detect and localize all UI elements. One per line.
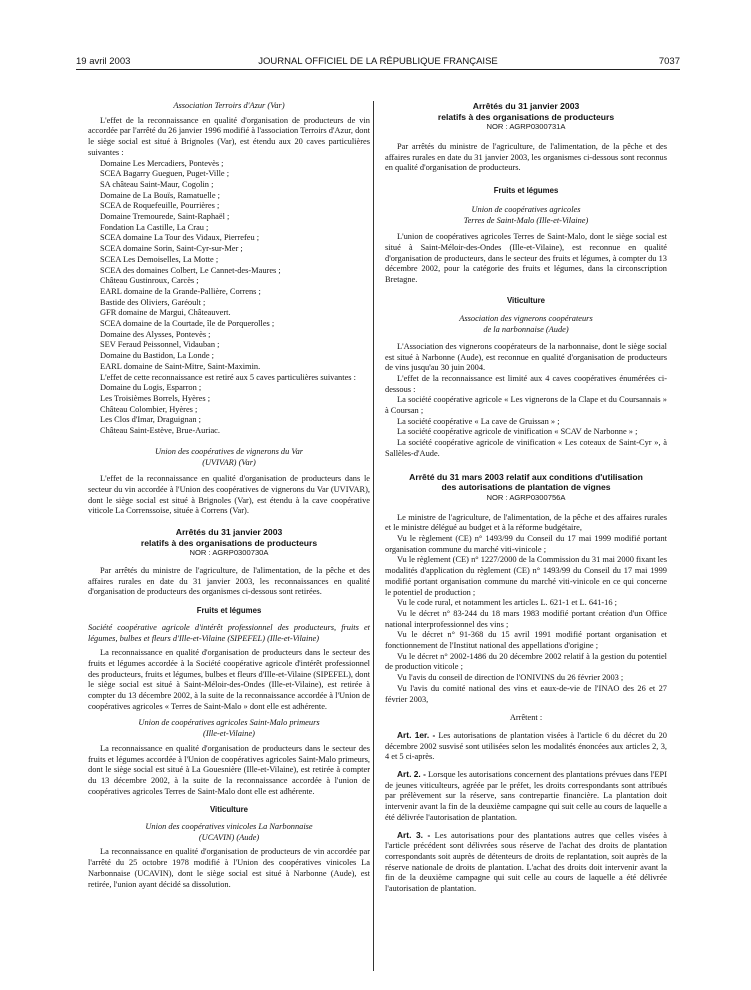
arrete-right-title-line2: relatifs à des organisations de producteurs: [437, 111, 615, 122]
paragraph-ucavin: La reconnaissance en qualité d'organisation de producteurs de vin accordée par l'arrêté du 25 octobre 1978 modifié à l'Union des coopératives vinicoles La Narbonnaise (UCAVIN), dont le siège social est situé à Narbonne (Aude), est retirée, l'union ayant décidé sa dissolution.: [88, 847, 370, 889]
paragraph-uvivar: L'effet de la reconnaissance en qualité d'organisation de producteurs dans le secteur du vin accordée à l'Union des coopératives de vignerons du Var (UVIVAR), dont le siège social est situé à Brignoles (Var), est étendu à la cave coopérative viticole La Correnssoise, située à Correns (Var).: [88, 474, 370, 516]
paragraph-arrete: Par arrêtés du ministre de l'agriculture, de l'alimentation, de la pêche et des affaires rurales en date du 31 janvier 2003, les reconnaissances en qualité d'organisation de producteurs des organismes ci-dessous sont retirées.: [88, 566, 370, 597]
list-item-cave: Domaine Tremourede, Saint-Raphaël ;: [100, 212, 230, 222]
list-item-cave: Domaine du Bastidon, La Londe ;: [100, 351, 214, 361]
article-2-text: Lorsque les autorisations concernent des plantations prévues dans l'EPI de jeunes viticulteurs, agréée par le préfet, les droits correspondants sont attribués par prélèvement sur la réserve, sans contrepartie financière. La plantation doit intervenir avant la fin de la deuxième campagne qui suit celle au cours de laquelle a été délivrée l'autorisation de plantation.: [385, 770, 667, 822]
mars-nor: NOR : AGRP0300756A: [486, 492, 566, 502]
retire-list: [88, 383, 370, 437]
arrete-right-title-line1: Arrêtés du 31 janvier 2003: [472, 101, 580, 111]
list-item-cave: Château Gustinroux, Carcès ;: [100, 276, 199, 286]
section-title-terroirs: Association Terroirs d'Azur (Var): [173, 101, 285, 110]
article-2-label: Art. 2. -: [397, 769, 426, 780]
arrete-title-line1: Arrêtés du 31 janvier 2003: [175, 527, 283, 538]
article-3-label: Art. 3. -: [397, 829, 431, 840]
list-item-retire: Château Saint-Estève, Brue-Auriac.: [100, 426, 220, 436]
vu-list: [385, 534, 667, 705]
list-item-vu: Vu le décret n° 2002-1486 du 20 décembre 2002 relatif à la gestion du potentiel de production viticole ;: [385, 651, 667, 672]
list-item-retire: Domaine du Logis, Esparron ;: [100, 383, 202, 393]
arrete-title-line2: relatifs à des organisations de producteurs: [140, 537, 318, 548]
section-subtitle-ucavin: (UCAVIN) (Aude): [198, 832, 260, 842]
right-column: [385, 101, 667, 895]
article-1-label: Art. 1er. -: [397, 729, 436, 740]
section-title-stmalo: Union de coopératives agricoles: [471, 204, 581, 214]
section-subtitle-stmalo: Terres de Saint-Malo (Ille-et-Vilaine): [463, 215, 589, 225]
paragraph-retire-intro: L'effet de cette reconnaissance est retiré aux 5 caves particulières suivantes :: [100, 372, 356, 382]
list-item-vu: Vu le règlement (CE) n° 1227/2000 de la Commission du 31 mai 2000 fixant les modalités d'application du règlement (CE) n° 1493/99 du Conseil du 17 mai 1999 modifié portant organisation commune du marché viti-vinicole en ce qui concerne le potentiel de production ;: [385, 555, 667, 597]
section-title-uvivar: Union des coopératives de vignerons du Var: [154, 446, 304, 456]
caves-list: [88, 159, 370, 373]
list-item-cave: Bastide des Oliviers, Garéoult ;: [100, 297, 206, 307]
list-item-cave: SCEA Les Demoiselles, La Motte ;: [100, 254, 219, 264]
list-item-cave: SCEA Bagarry Gueguen, Puget-Ville ;: [100, 169, 230, 179]
list-item-vu: Vu le règlement (CE) n° 1493/99 du Conseil du 17 mai 1999 modifié portant organisation commune du marché viti-vinicole ;: [385, 533, 667, 554]
narbonnaise-caves-list: [385, 395, 667, 459]
list-item-narb-cave: La société coopérative agricole de vinification « SCAV de Narbonne » ;: [397, 427, 638, 437]
paragraph-sipefel: La reconnaissance en qualité d'organisation de producteurs dans le secteur des fruits et légumes accordée à la Société coopérative agricole d'intérêt professionnel des producteurs, fruits et légumes, bulbes et fleurs d'Ille-et-Vilaine (SIPEFEL), dont le siège social est situé à Saint-Méloir-des-Ondes (Ille-et-Vilaine), est retirée à compter du 13 décembre 2002, à la suite de la reconnaissance accordée à l'Union de coopératives agricoles « Terres de Saint-Malo » dont elle est adhérente.: [88, 648, 370, 711]
list-item-cave: SEV Feraud Peissonnel, Vidauban ;: [100, 340, 220, 350]
section-subtitle-primeurs: (Ille-et-Vilaine): [203, 729, 255, 739]
subhead-viticulture: Viticulture: [210, 805, 248, 815]
paragraph-narbonnaise-caves-intro: L'effet de la reconnaissance est limité aux 4 caves coopératives énumérées ci-dessous :: [385, 373, 667, 394]
subhead-fruits: Fruits et légumes: [196, 606, 262, 616]
list-item-cave: SCEA des domaines Colbert, Le Cannet-des-Maures ;: [100, 265, 281, 275]
list-item-cave: Domaine Les Mercadiers, Pontevès ;: [100, 158, 224, 168]
section-title-primeurs: Union de coopératives agricoles Saint-Malo primeurs: [138, 718, 320, 728]
section-subtitle-uvivar: (UVIVAR) (Var): [202, 457, 256, 467]
paragraph-arrete-right: Par arrêtés du ministre de l'agriculture, de l'alimentation, de la pêche et des affaires rurales en date du 31 janvier 2003, les organismes ci-dessous sont reconnus en qualité d'organisation de producteurs.: [385, 142, 667, 173]
section-title-narbonnaise: Association des vignerons coopérateurs: [459, 314, 593, 324]
paragraph-mars-intro: Le ministre de l'agriculture, de l'alimentation, de la pêche et des affaires rurales et le ministre délégué au budget et à la réforme budgétaire,: [385, 512, 667, 533]
list-item-cave: SCEA domaine Sorin, Saint-Cyr-sur-Mer ;: [100, 244, 243, 254]
list-item-vu: Vu le décret n° 91-368 du 15 avril 1991 modifié portant organisation et fonctionnement de l'Institut national des appellations d'origine ;: [385, 630, 667, 651]
list-item-cave: Domaine de La Bouïs, Ramatuelle ;: [100, 190, 221, 200]
list-item-cave: SA château Saint-Maur, Cogolin ;: [100, 179, 214, 189]
list-item-cave: GFR domaine de Margui, Châteauvert.: [100, 308, 231, 318]
section-subtitle-narbonnaise: de la narbonnaise (Aude): [483, 325, 569, 335]
list-item-vu: Vu le code rural, et notamment les articles L. 621-1 et L. 641-16 ;: [397, 598, 617, 608]
subhead-viticulture-right: Viticulture: [507, 295, 545, 305]
article-3: [385, 830, 667, 895]
mars-title-line1: Arrêté du 31 mars 2003 relatif aux conditions d'utilisation: [409, 471, 643, 482]
page-header: [76, 55, 680, 70]
article-1: [385, 730, 667, 763]
arrete-nor: NOR : AGRP0300730A: [189, 548, 269, 558]
list-item-cave: Fondation La Castille, La Crau ;: [100, 222, 209, 232]
paragraph-terroirs-intro: L'effet de la reconnaissance en qualité d'organisation de producteurs de vin accordée par l'arrêté du 26 janvier 1996 modifié à l'association Terroirs d'Azur, dont le siège social est situé à Brignoles (Var), est étendu aux 20 caves particulières suivantes :: [88, 115, 370, 157]
list-item-cave: Domaine des Alysses, Pontevès ;: [100, 329, 211, 339]
article-2: [385, 769, 667, 824]
header-date: 19 avril 2003: [76, 56, 131, 67]
section-title-ucavin: Union des coopératives vinicoles La Narbonnaise: [145, 822, 313, 832]
list-item-cave: SCEA domaine La Tour des Vidaux, Pierrefeu ;: [100, 233, 260, 243]
header-journal-title: JOURNAL OFFICIEL DE LA RÉPUBLIQUE FRANÇAISE: [258, 56, 498, 67]
list-item-retire: Château Colombier, Hyères ;: [100, 404, 198, 414]
paragraph-primeurs: La reconnaissance en qualité d'organisation de producteurs dans le secteur des fruits et légumes accordée à l'Union de coopératives agricoles Saint-Malo primeurs, dont le siège social est situé à La Gouesnière (Ille-et-Vilaine), est retirée à compter du 13 décembre 2002, à la suite de la reconnaissance accordée à l'union de coopératives agricoles Terres de Saint-Malo dont elle est adhérente.: [88, 743, 370, 796]
article-1-text: Les autorisations de plantation visées à l'article 6 du décret du 20 décembre 2002 susvisé sont utilisées selon les modalités énoncées aux articles 2, 3, 4 et 5 ci-après.: [385, 730, 667, 762]
list-item-cave: SCEA de Roquefeuille, Pourrières ;: [100, 201, 220, 211]
mars-title-line2: des autorisations de plantation de vignes: [441, 482, 611, 493]
arretent-label: Arrêtent :: [509, 713, 543, 723]
list-item-vu: Vu le décret n° 83-244 du 18 mars 1983 modifié portant création d'un Office national interprofessionnel des vins ;: [385, 608, 667, 629]
list-item-narb-cave: La société coopérative « La cave de Gruissan » ;: [397, 416, 560, 426]
header-page-number: 7037: [658, 56, 680, 67]
paragraph-stmalo: L'union de coopératives agricoles Terres de Saint-Malo, dont le siège social est situé à Saint-Méloir-des-Ondes (Ille-et-Vilaine), est reconnue en qualité d'organisation de producteurs, dans le secteur des fruits et légumes, à compter du 13 décembre 2002, pour la catégorie des fruits et légumes, dans la circonscription Bretagne.: [385, 232, 667, 285]
list-item-retire: Les Clos d'Imar, Draguignan ;: [100, 415, 201, 425]
subhead-fruits-right: Fruits et légumes: [493, 186, 559, 196]
list-item-cave: EARL domaine de Saint-Mitre, Saint-Maximin.: [100, 361, 261, 371]
list-item-cave: SCEA domaine de la Courtade, île de Porquerolles ;: [100, 319, 275, 329]
list-item-vu: Vu l'avis du conseil de direction de l'ONIVINS du 26 février 2003 ;: [397, 673, 624, 683]
column-divider: [373, 101, 374, 971]
list-item-cave: EARL domaine de la Grande-Pallière, Correns ;: [100, 286, 261, 296]
list-item-retire: Les Troisièmes Borrels, Hyères ;: [100, 393, 211, 403]
article-3-text: Les autorisations pour des plantations autres que celles visées à l'article précédent sont délivrées sous réserve de l'achat des droits de plantation correspondants soit auprès de détenteurs de droits de replantation, soit auprès de la réserve nationale de droits de plantation. L'achat des droits doit intervenir avant la fin de la deuxième campagne qui suit celle au cours de laquelle a été délivrée l'autorisation de plantation.: [385, 830, 668, 894]
list-item-vu: Vu l'avis du comité national des vins et eaux-de-vie de l'INAO des 26 et 27 février 2003,: [385, 683, 667, 704]
left-column: [88, 101, 370, 890]
list-item-narb-cave: La société coopérative agricole « Les vignerons de la Clape et du Coursannais » à Coursan ;: [385, 395, 667, 416]
list-item-narb-cave: La société coopérative agricole de vinification « Les coteaux de Saint-Cyr », à Sallèles-d'Aude.: [385, 438, 667, 458]
paragraph-narbonnaise: L'Association des vignerons coopérateurs de la narbonnaise, dont le siège social est situé à Narbonne (Aude), est reconnue en qualité d'organisation de producteurs de vins jusqu'au 30 juin 2004.: [385, 341, 667, 373]
section-title-sipefel: Société coopérative agricole d'intérêt professionnel des producteurs, fruits et légumes, bulbes et fleurs d'Ille-et-Vilaine (SIPEFEL) (Ille-et-Vilaine): [88, 622, 370, 643]
arrete-right-nor: NOR : AGRP0300731A: [486, 122, 566, 131]
